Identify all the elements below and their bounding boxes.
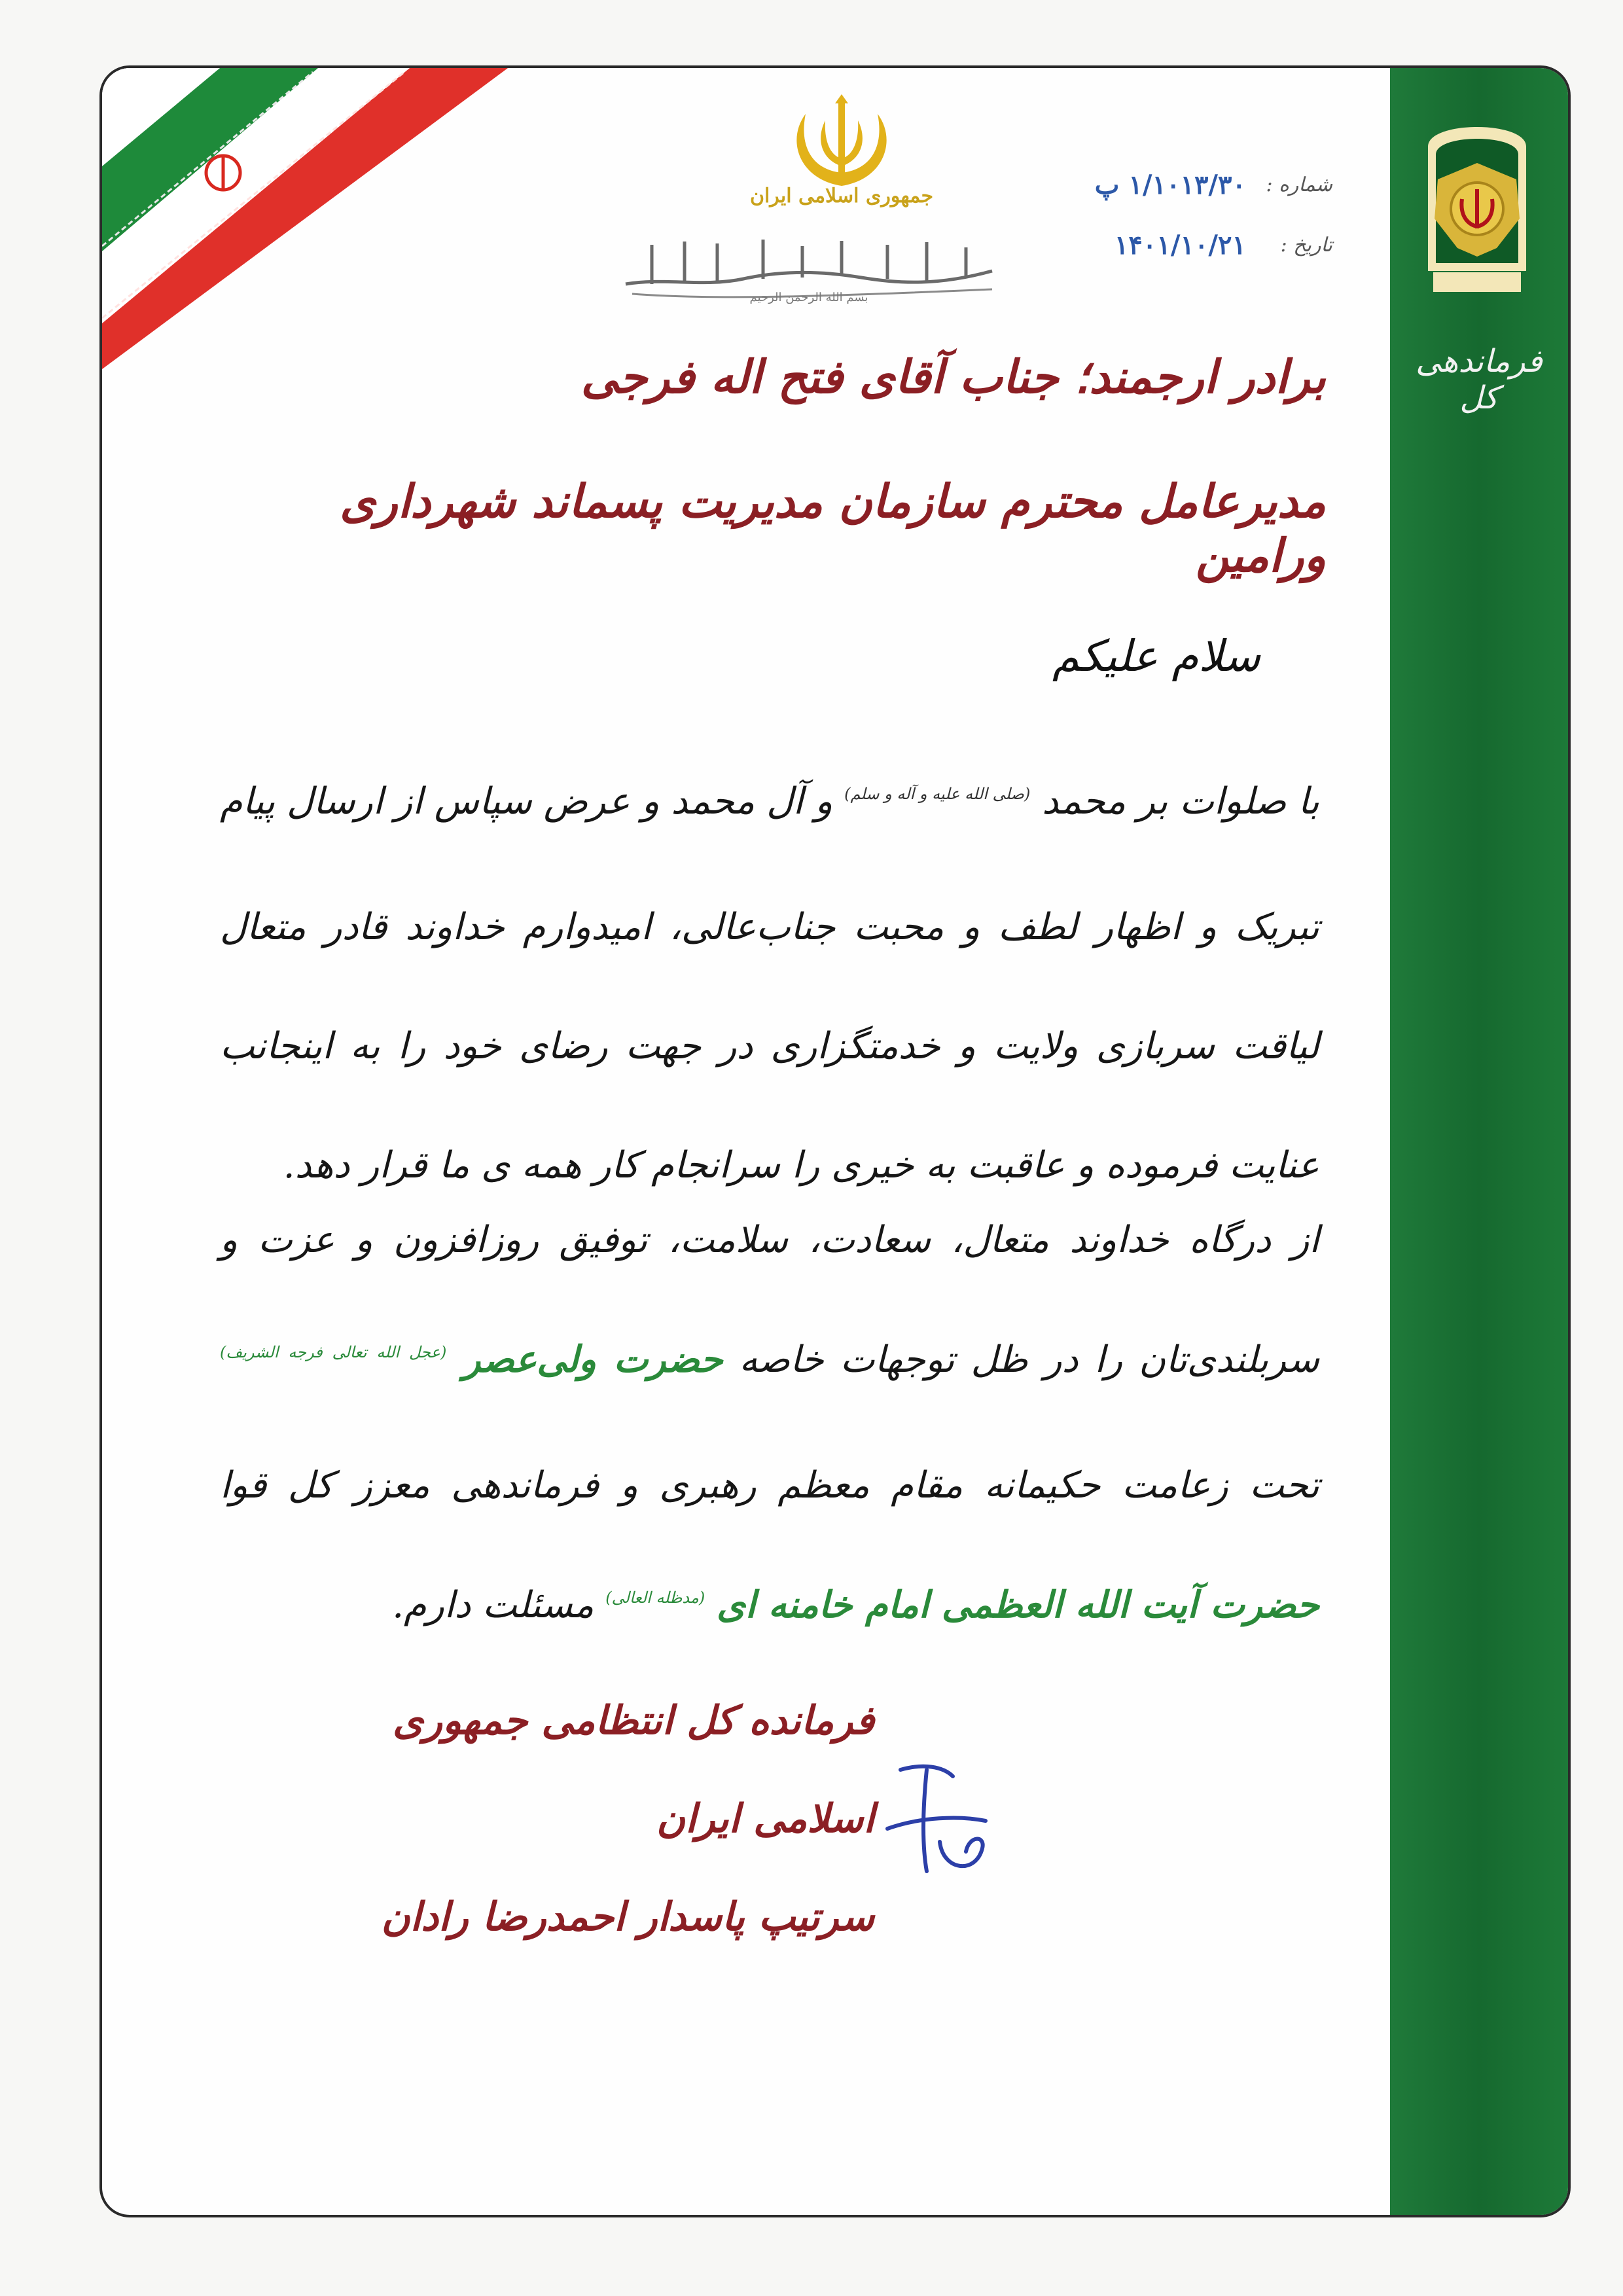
letter-number-row [1018, 154, 1332, 215]
p2-honorific-1: (عجل الله تعالی فرجه الشریف) [220, 1343, 447, 1361]
p2-text-c: مسئلت دارم. [392, 1584, 594, 1626]
letter-page [99, 65, 1571, 2217]
signer-title: فرمانده کل انتظامی جمهوری اسلامی ایران [393, 1698, 874, 1842]
number-value: ۱/۱۰۱۳/۳۰ پ [1094, 169, 1246, 200]
iran-flag-ribbon [102, 68, 508, 369]
date-label: تاریخ : [1280, 233, 1332, 257]
p1-text-b: و آل محمد و عرض سپاس از ارسال پیام تبریک و اظهار لطف و محبت جناب‌عالی، امیدوارم خداوند قادر متعال لیاقت سربازی ولایت و خدمتگزاری در جهت رضای خود را به اینجانب عنایت فرموده و عاقبت به خیری را سرانجام کار همه ی ما قرار دهد. [220, 780, 1320, 1187]
letter-meta [1018, 154, 1332, 275]
command-label: فرماندهی کل [1416, 343, 1543, 416]
handwritten-signature [861, 1744, 1005, 1888]
p2-text-b: تحت زعامت حکیمانه مقام معظم رهبری و فرماندهی معزز کل قوا [220, 1464, 1319, 1507]
p2-text-a: از درگاه خداوند متعال، سعادت، سلامت، توفیق روزافزون و عزت و سربلندی‌تان را در ظل توجهات خاصه [220, 1219, 1319, 1381]
number-label: شماره : [1266, 173, 1332, 196]
bismillah-text: بسم الله الرحمن الرحیم [749, 291, 868, 304]
p2-name-2: حضرت آیت الله العظمی امام خامنه ای [717, 1583, 1319, 1626]
p2-name-1: حضرت ولی‌عصر [463, 1338, 723, 1381]
date-value: ۱۴۰۱/۱۰/۲۱ [1114, 229, 1246, 260]
letter-date-row [1018, 215, 1332, 275]
signer-name: سرتیپ پاسدار احمدرضا رادان [381, 1894, 874, 1940]
p2-honorific-2: (مدظله العالی) [605, 1588, 705, 1607]
addressee-line1: برادر ارجمند؛ جناب آقای فتح اله فرجی [580, 350, 1326, 404]
signature-block [285, 1672, 874, 1966]
iran-emblem-icon [786, 94, 897, 192]
police-emblem-icon [1415, 107, 1539, 304]
p1-honorific: (صلی الله علیه و آله و سلم) [844, 785, 1031, 803]
body-paragraph-1 [220, 742, 1319, 1225]
seal-caption: جمهوری اسلامی ایران [749, 185, 934, 207]
salutation: سلام علیکم [1052, 631, 1260, 681]
addressee-line2: مدیرعامل محترم سازمان مدیریت پسماند شهرداری ورامین [340, 474, 1326, 583]
body-paragraph-2 [220, 1181, 1319, 1672]
bismillah-calligraphy [613, 232, 1005, 304]
p1-text-a: با صلوات بر محمد [1042, 780, 1319, 823]
side-green-band [1390, 68, 1568, 2215]
